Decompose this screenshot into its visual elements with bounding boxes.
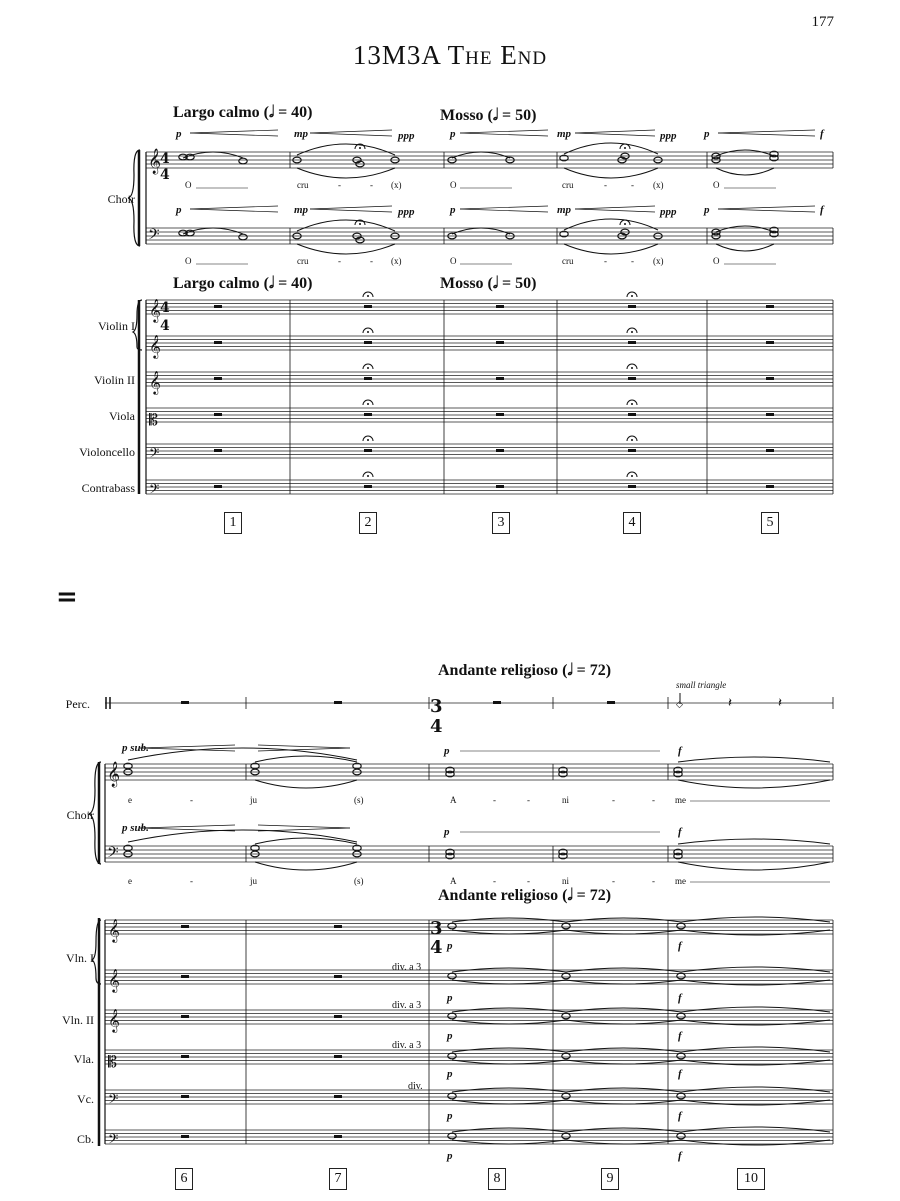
whole-rest: [334, 1055, 342, 1058]
whole-rest: [496, 485, 504, 488]
label-violoncello: Violoncello: [79, 445, 135, 459]
dynamic-f: f: [678, 992, 682, 1004]
dynamic-ppp: ppp: [398, 206, 415, 218]
note-head: [448, 1133, 456, 1139]
bass-clef: 𝄢: [107, 844, 119, 865]
lyric: e: [128, 795, 132, 805]
label-cb: Cb.: [76, 1132, 94, 1146]
label-violin-2: Violin II: [94, 373, 135, 387]
lyric: -: [612, 876, 615, 886]
measure-number: 1: [224, 512, 242, 534]
hairpin: [718, 206, 815, 209]
lyric: -: [527, 876, 530, 886]
whole-rest: [496, 341, 504, 344]
hairpin: [140, 745, 235, 748]
hairpin: [718, 130, 815, 133]
slur: [681, 1087, 830, 1092]
whole-rest: [766, 341, 774, 344]
label-percussion: Perc.: [65, 697, 90, 711]
fermata-dot: [367, 295, 369, 297]
slur: [678, 780, 830, 788]
hairpin: [140, 828, 235, 831]
fermata-dot: [631, 475, 633, 477]
dynamic-f: f: [820, 204, 824, 216]
piece-title: 13M3A The End: [352, 40, 548, 70]
bass-clef: 𝄢: [149, 445, 160, 464]
whole-rest: [496, 413, 504, 416]
dynamic-f: f: [678, 826, 682, 838]
whole-rest: [364, 449, 372, 452]
time-sig: 4: [160, 167, 170, 183]
triangle-note: ◇: [676, 700, 683, 710]
fermata-dot: [624, 147, 626, 149]
measure-number: 5: [761, 512, 779, 534]
whole-rest: [607, 701, 615, 704]
treble-clef: 𝄞: [149, 370, 161, 394]
fermata-dot: [367, 367, 369, 369]
note-head: [677, 973, 685, 979]
quarter-rest: 𝄽: [728, 696, 732, 711]
measure-number: 10: [737, 1168, 765, 1190]
whole-rest: [766, 305, 774, 308]
slur: [452, 152, 510, 158]
slur: [564, 168, 658, 178]
whole-rest: [628, 305, 636, 308]
dynamic-f: f: [678, 1068, 682, 1080]
lyric: O: [713, 256, 720, 266]
lyric: -: [631, 180, 634, 190]
tempo-andante-strings: Andante religioso (𝅗𝅥 = 72): [438, 887, 612, 904]
whole-rest: [334, 1135, 342, 1138]
whole-rest: [628, 449, 636, 452]
hairpin: [258, 745, 350, 748]
note-head: [677, 1053, 685, 1059]
slur: [128, 830, 357, 842]
hairpin: [460, 209, 548, 212]
lyric: (s): [354, 876, 364, 886]
tempo-largo-choir: Largo calmo (𝅗𝅥 = 40): [173, 104, 313, 121]
slur: [681, 967, 830, 972]
note-head: [562, 1093, 570, 1099]
dynamic-p: p: [444, 826, 450, 838]
whole-rest: [628, 377, 636, 380]
slur: [716, 150, 774, 156]
dynamic-mp: mp: [557, 128, 572, 140]
lyric: (x): [653, 256, 664, 266]
dynamic-p: p: [447, 992, 453, 1004]
note-head: [562, 973, 570, 979]
page-number: 177: [811, 14, 834, 30]
slur: [255, 780, 357, 788]
note-head: [677, 1013, 685, 1019]
lyric: -: [604, 180, 607, 190]
lyric: -: [370, 180, 373, 190]
whole-rest: [181, 1095, 189, 1098]
slur: [681, 1047, 830, 1052]
dynamic-p: p: [447, 940, 453, 952]
dynamic-ppp: ppp: [660, 130, 677, 142]
dynamic-mp: mp: [557, 204, 572, 216]
lyric: -: [631, 256, 634, 266]
dynamic-p: p: [444, 745, 450, 757]
lyric: cru: [562, 256, 574, 266]
slur: [716, 168, 774, 175]
slur: [678, 839, 830, 844]
note-head: [562, 1053, 570, 1059]
alto-clef: 𝄡: [149, 410, 158, 429]
time-sig: 4: [160, 151, 170, 167]
measure-number: 4: [623, 512, 641, 534]
lyric: me: [675, 795, 686, 805]
lyric: (x): [653, 180, 664, 190]
slur: [564, 219, 658, 230]
slur: [297, 168, 395, 178]
note-head: [239, 234, 247, 240]
time-sig: 3: [430, 696, 443, 717]
whole-rest: [364, 377, 372, 380]
fermata-dot: [367, 331, 369, 333]
dynamic-p: p: [450, 204, 456, 216]
dynamic-f: f: [678, 1150, 682, 1162]
lyric: O: [185, 256, 192, 266]
lyric: A: [450, 876, 457, 886]
whole-rest: [496, 305, 504, 308]
hairpin: [258, 828, 350, 831]
lyric: ni: [562, 795, 570, 805]
whole-rest: [766, 377, 774, 380]
lyric: -: [604, 256, 607, 266]
dynamic-ppp: ppp: [398, 130, 415, 142]
lyric: O: [450, 256, 457, 266]
time-sig: 4: [160, 318, 170, 334]
dynamic-p: p: [176, 128, 182, 140]
whole-rest: [334, 1015, 342, 1018]
dynamic-p: p: [450, 128, 456, 140]
tempo-largo-strings: Largo calmo (𝅗𝅥 = 40): [173, 275, 313, 292]
dynamic-mp: mp: [294, 128, 309, 140]
dynamic-p: p: [176, 204, 182, 216]
fermata-dot: [367, 403, 369, 405]
hairpin: [575, 133, 655, 136]
slur: [183, 152, 243, 158]
dynamic-p: p: [704, 204, 710, 216]
slur: [716, 226, 774, 232]
lyric: -: [527, 795, 530, 805]
whole-rest: [214, 485, 222, 488]
quarter-rest: 𝄽: [778, 696, 782, 711]
fermata-dot: [367, 439, 369, 441]
treble-clef: 𝄞: [108, 1008, 120, 1032]
lyric: -: [338, 256, 341, 266]
treble-clef: 𝄞: [108, 968, 120, 992]
dynamic-p: p: [447, 1030, 453, 1042]
note-head: [448, 923, 456, 929]
tempo-mosso-choir: Mosso (𝅗𝅥 = 50): [440, 107, 537, 124]
hairpin: [190, 133, 278, 136]
measure-number: 3: [492, 512, 510, 534]
dynamic-f: f: [678, 745, 682, 757]
note-head: [677, 1093, 685, 1099]
hairpin: [718, 133, 815, 136]
fermata-dot: [631, 295, 633, 297]
time-sig: 4: [160, 300, 170, 316]
slur: [564, 143, 658, 154]
dynamic-p-sub: p sub.: [122, 822, 149, 834]
treble-clef: 𝄞: [107, 762, 121, 787]
divisi-mark: div. a 3: [392, 1000, 422, 1011]
lyric: me: [675, 876, 686, 886]
lyric: O: [713, 180, 720, 190]
hairpin: [190, 206, 278, 209]
lyric: cru: [297, 180, 309, 190]
whole-rest: [181, 975, 189, 978]
lyric: O: [185, 180, 192, 190]
hairpin: [718, 209, 815, 212]
hairpin: [460, 206, 548, 209]
fermata-dot: [631, 403, 633, 405]
dynamic-ppp: ppp: [660, 206, 677, 218]
bass-clef: 𝄢: [149, 481, 160, 500]
lyric: -: [370, 256, 373, 266]
whole-rest: [214, 305, 222, 308]
lyric: -: [190, 876, 193, 886]
whole-rest: [628, 485, 636, 488]
slur: [128, 748, 357, 760]
hairpin: [575, 130, 655, 133]
whole-rest: [181, 701, 189, 704]
slur: [681, 1007, 830, 1012]
label-vln-1: Vln. I: [66, 951, 94, 965]
lyric: ni: [562, 876, 570, 886]
whole-rest: [496, 377, 504, 380]
slur: [183, 228, 243, 234]
bass-clef: 𝄢: [108, 1091, 119, 1110]
lyric: (s): [354, 795, 364, 805]
dynamic-f: f: [678, 1030, 682, 1042]
lyric: -: [652, 876, 655, 886]
violin-brace: [133, 300, 142, 350]
fermata-dot: [624, 223, 626, 225]
lyric: ju: [250, 795, 258, 805]
whole-rest: [334, 975, 342, 978]
hairpin: [310, 133, 392, 136]
hairpin: [310, 206, 392, 209]
whole-rest: [214, 341, 222, 344]
bass-clef: 𝄢: [108, 1131, 119, 1150]
lyric: O: [450, 180, 457, 190]
hairpin: [190, 130, 278, 133]
slur: [255, 862, 357, 870]
whole-rest: [214, 449, 222, 452]
fermata-dot: [359, 223, 361, 225]
measure-number: 9: [601, 1168, 619, 1190]
label-vln-2: Vln. II: [62, 1013, 94, 1027]
hairpin: [575, 206, 655, 209]
label-violin-1: Violin I: [98, 319, 135, 333]
lyric: -: [338, 180, 341, 190]
slur: [564, 244, 658, 254]
lyric: cru: [562, 180, 574, 190]
treble-clef: 𝄞: [148, 149, 162, 174]
slur: [297, 144, 395, 155]
whole-rest: [364, 485, 372, 488]
measure-number: 7: [329, 1168, 347, 1190]
whole-rest: [334, 1095, 342, 1098]
whole-rest: [334, 701, 342, 704]
whole-rest: [214, 413, 222, 416]
hairpin: [460, 133, 548, 136]
slur: [452, 228, 510, 234]
dynamic-p: p: [447, 1068, 453, 1080]
note-head: [448, 973, 456, 979]
whole-rest: [214, 377, 222, 380]
lyric: -: [652, 795, 655, 805]
lyric: -: [493, 795, 496, 805]
hairpin: [140, 825, 235, 828]
slur: [681, 917, 830, 922]
label-contrabass: Contrabass: [81, 481, 135, 495]
dynamic-p-sub: p sub.: [122, 742, 149, 754]
whole-rest: [334, 925, 342, 928]
label-choir: Choir: [66, 808, 94, 822]
whole-rest: [181, 1015, 189, 1018]
slur: [678, 862, 830, 870]
hairpin: [460, 130, 548, 133]
dynamic-p: p: [704, 128, 710, 140]
note-head: [562, 1013, 570, 1019]
lyric: cru: [297, 256, 309, 266]
whole-rest: [364, 341, 372, 344]
slur: [716, 244, 774, 251]
label-choir: Choir: [107, 192, 135, 206]
treble-clef: 𝄞: [149, 334, 161, 358]
note-head: [562, 1133, 570, 1139]
lyric: -: [190, 795, 193, 805]
lyric: -: [612, 795, 615, 805]
dynamic-f: f: [678, 1110, 682, 1122]
whole-rest: [766, 485, 774, 488]
whole-rest: [628, 341, 636, 344]
dynamic-p: p: [447, 1110, 453, 1122]
dynamic-p: p: [447, 1150, 453, 1162]
whole-rest: [181, 925, 189, 928]
divisi-mark: div. a 3: [392, 962, 422, 973]
fermata-dot: [631, 367, 633, 369]
note-head: [239, 158, 247, 164]
whole-rest: [493, 701, 501, 704]
divisi-mark: div.: [408, 1081, 423, 1092]
tempo-andante-choir: Andante religioso (𝅗𝅥 = 72): [438, 662, 612, 679]
lyric: A: [450, 795, 457, 805]
dynamic-mp: mp: [294, 204, 309, 216]
label-vla: Vla.: [73, 1052, 94, 1066]
dynamic-f: f: [678, 940, 682, 952]
whole-rest: [496, 449, 504, 452]
label-vc: Vc.: [77, 1092, 94, 1106]
whole-rest: [364, 413, 372, 416]
slur: [678, 757, 830, 762]
whole-rest: [181, 1055, 189, 1058]
hairpin: [258, 825, 350, 828]
fermata-dot: [359, 147, 361, 149]
note-head: [562, 923, 570, 929]
label-viola: Viola: [109, 409, 135, 423]
bass-clef: 𝄢: [148, 226, 160, 247]
fermata-dot: [367, 475, 369, 477]
slur: [297, 244, 395, 254]
treble-clef: 𝄞: [149, 298, 161, 322]
note-head: [448, 1093, 456, 1099]
lyric: (x): [391, 256, 402, 266]
whole-rest: [628, 413, 636, 416]
hairpin: [310, 130, 392, 133]
treble-clef: 𝄞: [108, 918, 120, 942]
measure-number: 8: [488, 1168, 506, 1190]
slur: [297, 220, 395, 231]
lyric: ju: [250, 876, 258, 886]
time-sig: 4: [430, 716, 443, 737]
measure-number: 2: [359, 512, 377, 534]
hairpin: [575, 209, 655, 212]
whole-rest: [766, 413, 774, 416]
tempo-mosso-strings: Mosso (𝅗𝅥 = 50): [440, 275, 537, 292]
slur: [681, 1127, 830, 1132]
time-sig: 4: [430, 937, 443, 958]
whole-rest: [766, 449, 774, 452]
note-head: [448, 1053, 456, 1059]
hairpin: [190, 209, 278, 212]
time-sig: 3: [430, 918, 443, 939]
fermata-dot: [631, 439, 633, 441]
note-head: [448, 1013, 456, 1019]
note-head: [677, 1133, 685, 1139]
percussion-instruction: small triangle: [676, 680, 727, 690]
whole-rest: [364, 305, 372, 308]
fermata-dot: [631, 331, 633, 333]
lyric: e: [128, 876, 132, 886]
divisi-mark: div. a 3: [392, 1040, 422, 1051]
hairpin: [310, 209, 392, 212]
whole-rest: [181, 1135, 189, 1138]
dynamic-f: f: [820, 128, 824, 140]
alto-clef: 𝄡: [108, 1052, 117, 1071]
system-separator: =: [56, 582, 78, 612]
lyric: -: [493, 876, 496, 886]
note-head: [677, 923, 685, 929]
measure-number: 6: [175, 1168, 193, 1190]
lyric: (x): [391, 180, 402, 190]
